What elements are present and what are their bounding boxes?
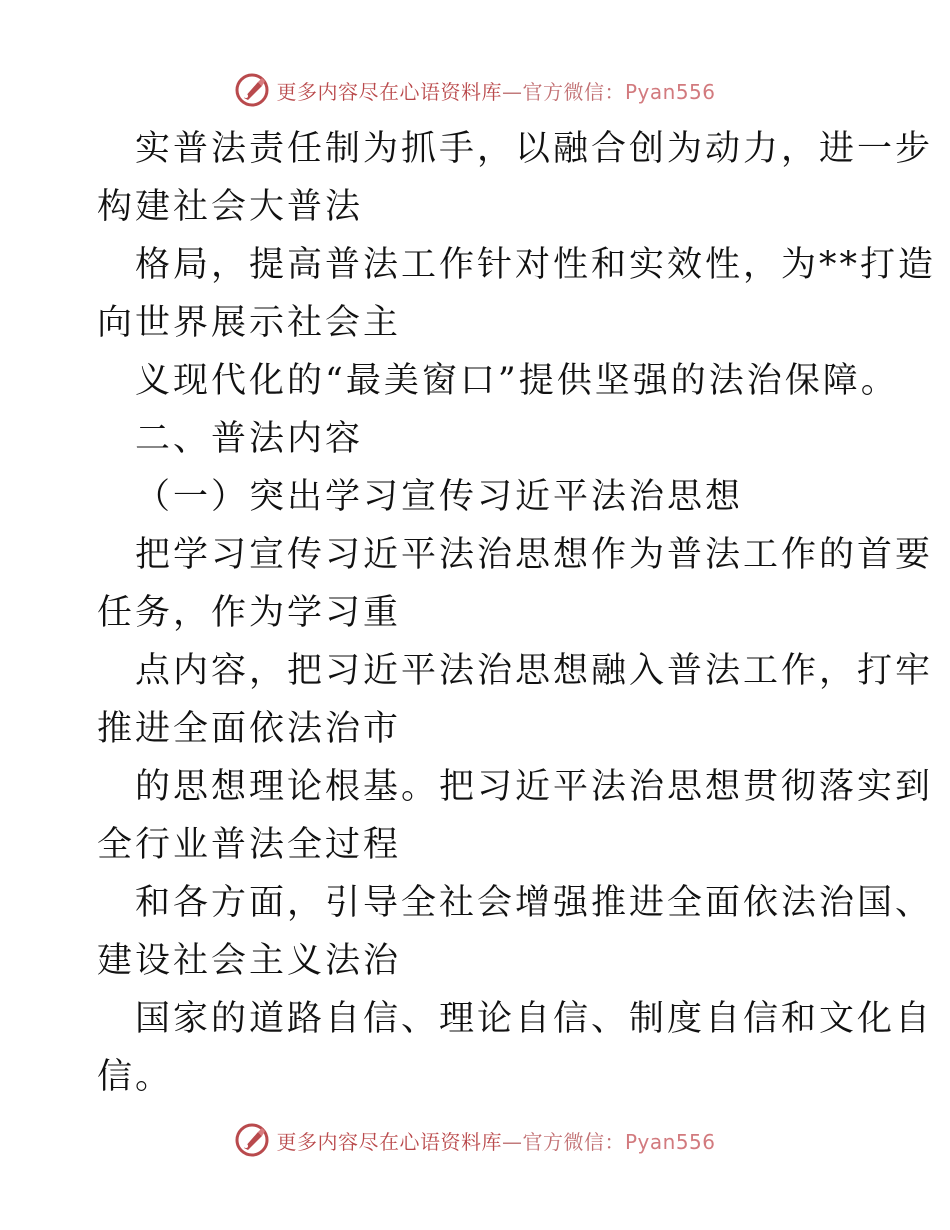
section-heading: 二、普法内容 xyxy=(135,419,364,459)
paragraph-line: 推进全面依法治市 xyxy=(97,709,402,749)
pen-logo-icon xyxy=(234,1122,270,1158)
paragraph-line: 任务，作为学习重 xyxy=(97,593,402,633)
paragraph-line: 构建社会大普法 xyxy=(97,187,364,227)
paragraph-line: 向世界展示社会主 xyxy=(97,303,402,343)
header-watermark xyxy=(0,70,950,110)
pen-logo-icon xyxy=(234,72,270,108)
footer-watermark xyxy=(0,1120,950,1160)
document-body xyxy=(97,120,937,1106)
paragraph-line: 和各方面，引导全社会增强推进全面依法治国、 xyxy=(135,883,934,923)
paragraph-line: 格局，提高普法工作针对性和实效性，为**打造 xyxy=(135,245,937,285)
subsection-heading: （一）突出学习宣传习近平法治思想 xyxy=(135,477,744,517)
paragraph-line: 实普法责任制为抓手，以融合创为动力，进一步 xyxy=(135,129,934,169)
watermark-text: 更多内容尽在心语资料库—官方微信：Pyan556 xyxy=(276,79,716,104)
paragraph-line: 点内容，把习近平法治思想融入普法工作，打牢 xyxy=(135,651,934,691)
paragraph-line: 信。 xyxy=(97,1057,174,1097)
paragraph-line: 建设社会主义法治 xyxy=(97,941,402,981)
paragraph-line: 把学习宣传习近平法治思想作为普法工作的首要 xyxy=(135,535,934,575)
paragraph-line: 义现代化的“最美窗口”提供坚强的法治保障。 xyxy=(135,361,899,401)
watermark-text: 更多内容尽在心语资料库—官方微信：Pyan556 xyxy=(276,1129,716,1154)
paragraph-line: 国家的道路自信、理论自信、制度自信和文化自 xyxy=(135,999,934,1039)
paragraph-line: 全行业普法全过程 xyxy=(97,825,402,865)
paragraph-line: 的思想理论根基。把习近平法治思想贯彻落实到 xyxy=(135,767,934,807)
